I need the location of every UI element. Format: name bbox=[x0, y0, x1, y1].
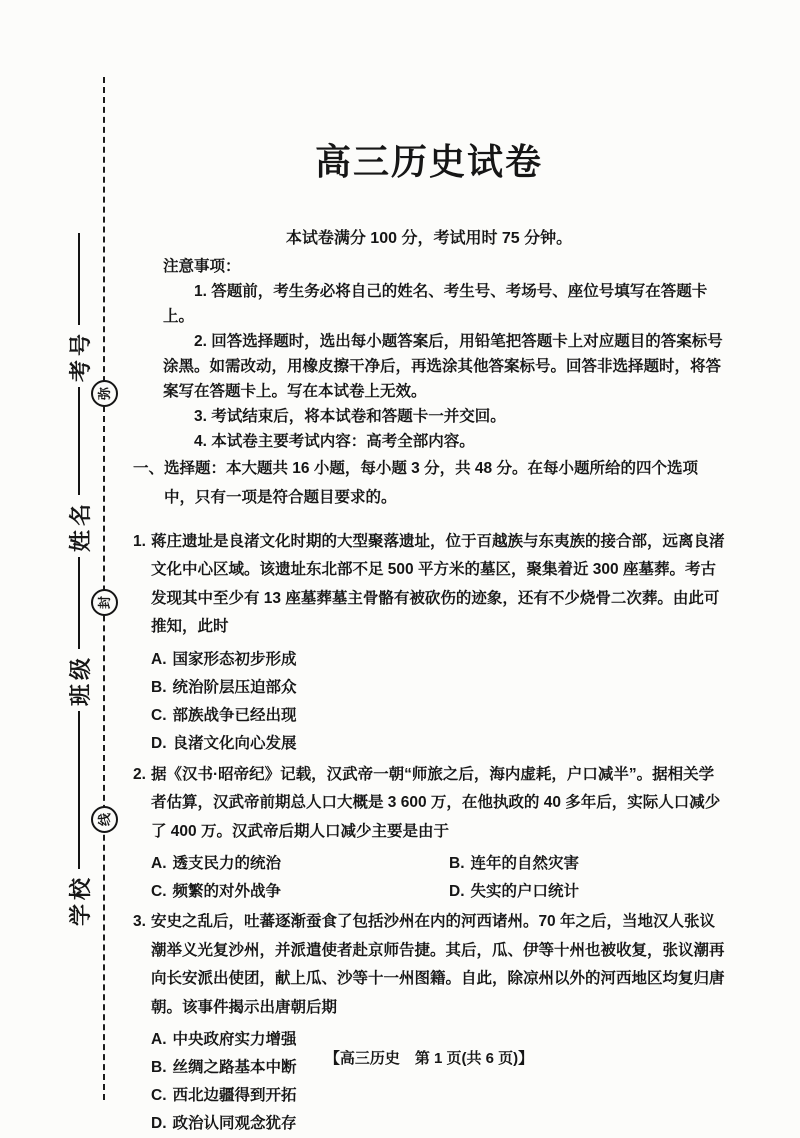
exam-page bbox=[133, 0, 725, 1138]
option-text: 政治认同观念犹存 bbox=[172, 1115, 297, 1132]
option-text: 西北边疆得到开拓 bbox=[172, 1087, 297, 1104]
field-label-school: 学校 bbox=[67, 873, 93, 926]
option-label: B. bbox=[151, 1059, 167, 1076]
option-text: 丝绸之路基本中断 bbox=[172, 1059, 297, 1076]
question-2-option-d bbox=[449, 878, 725, 906]
question-3-stem-text: 安史之乱后，吐蕃逐渐蚕食了包括沙州在内的河西诸州。70 年之后，当地汉人张议潮举义光复沙州，并派遣使者赴京师告捷。其后，瓜、伊等十州也被收复，张议潮再向长安派出使团，献上瓜、沙等十一州图籍。自此，除凉州以外的河西地区均复归唐朝。该事件揭示出唐朝后期 bbox=[150, 913, 725, 1016]
field-blank-class bbox=[78, 557, 80, 649]
question-2-option-a bbox=[151, 850, 449, 878]
option-label: C. bbox=[151, 706, 167, 724]
question-2-option-b bbox=[449, 850, 725, 878]
option-text: 频繁的对外战争 bbox=[172, 883, 282, 900]
option-label: C. bbox=[151, 883, 167, 900]
field-blank-school bbox=[78, 711, 80, 869]
question-1-stem-text: 蒋庄遗址是良渚文化时期的大型聚落遗址，位于百越族与东夷族的接合部，远离良渚文化中心区域。该遗址东北部不足 500 平方米的墓区，聚集着近 300 座墓葬。考古发现其中至少有 13 座墓葬墓主骨骼有被砍伤的迹象，还有不少烧骨二次葬。由此可推知，此时 bbox=[150, 532, 725, 635]
field-blank-examno bbox=[78, 233, 80, 325]
option-text: 良渚文化向心发展 bbox=[172, 734, 297, 752]
option-label: A. bbox=[151, 855, 167, 872]
option-label: D. bbox=[151, 1115, 167, 1132]
seal-char-xian-text: 线 bbox=[96, 812, 112, 827]
question-1-number: 1. bbox=[133, 532, 146, 550]
seal-char-mi-text: 弥 bbox=[96, 386, 112, 401]
seal-char-feng-text: 封 bbox=[96, 595, 112, 610]
question-1-options bbox=[151, 646, 725, 758]
option-text: 部族战争已经出现 bbox=[172, 706, 297, 724]
question-2-options bbox=[151, 850, 725, 906]
notice-item-4: 4. 本试卷主要考试内容：高考全部内容。 bbox=[194, 433, 475, 450]
seal-char-xian bbox=[91, 806, 118, 833]
option-label: C. bbox=[151, 1087, 167, 1104]
option-label: A. bbox=[151, 1031, 167, 1048]
seal-char-mi bbox=[91, 380, 118, 407]
question-3-option-d bbox=[151, 1110, 725, 1138]
seal-char-feng bbox=[91, 589, 118, 616]
question-2 bbox=[133, 761, 725, 907]
question-1-option-b bbox=[151, 674, 725, 702]
question-3 bbox=[133, 908, 725, 1138]
notice-block bbox=[163, 254, 725, 454]
section-1-heading: 一、选择题：本大题共 16 小题，每小题 3 分，共 48 分。在每小题所给的四个选项中，只有一项是符合题目要求的。 bbox=[133, 460, 698, 506]
option-text: 中央政府实力增强 bbox=[172, 1031, 297, 1048]
option-text: 统治阶层压迫部众 bbox=[172, 678, 297, 696]
question-1 bbox=[133, 528, 725, 758]
question-3-stem bbox=[133, 908, 725, 1022]
field-blank-name bbox=[78, 387, 80, 495]
exam-info: 本试卷满分 100 分，考试用时 75 分钟。 bbox=[285, 230, 573, 247]
field-label-examno: 考号 bbox=[67, 329, 93, 382]
option-text: 连年的自然灾害 bbox=[470, 855, 580, 872]
option-text: 透支民力的统治 bbox=[172, 855, 282, 872]
page-footer: 【高三历史 第 1 页(共 6 页)】 bbox=[324, 1050, 534, 1067]
field-label-class: 班级 bbox=[67, 653, 93, 706]
question-3-options bbox=[151, 1026, 725, 1138]
option-text: 失实的户口统计 bbox=[470, 883, 580, 900]
field-label-name: 姓名 bbox=[67, 499, 93, 552]
question-3-number: 3. bbox=[133, 913, 146, 930]
question-2-stem bbox=[133, 761, 725, 847]
option-label: A. bbox=[151, 650, 167, 668]
question-1-option-d bbox=[151, 730, 725, 758]
option-label: D. bbox=[151, 734, 167, 752]
notice-item-2: 2. 回答选择题时，选出每小题答案后，用铅笔把答题卡上对应题目的答案标号涂黑。如需改动，用橡皮擦干净后，再选涂其他答案标号。回答非选择题时，将答案写在答题卡上。写在本试卷上无效。 bbox=[163, 333, 723, 400]
question-2-stem-text: 据《汉书·昭帝纪》记载，汉武帝一朝“师旅之后，海内虚耗，户口减半”。据相关学者估算，汉武帝前期总人口大概是 3 600 万，在他执政的 40 多年后，实际人口减少了 400 万。汉武帝后期人口减少主要是由于 bbox=[150, 765, 721, 840]
option-label: D. bbox=[449, 883, 465, 900]
question-1-stem bbox=[133, 528, 725, 642]
question-1-option-c bbox=[151, 702, 725, 730]
exam-title: 高三历史试卷 bbox=[314, 141, 543, 182]
question-1-option-a bbox=[151, 646, 725, 674]
question-2-number: 2. bbox=[133, 765, 146, 783]
question-2-option-c bbox=[151, 878, 449, 906]
notice-item-1: 1. 答题前，考生务必将自己的姓名、考生号、考场号、座位号填写在答题卡上。 bbox=[163, 283, 708, 325]
notice-heading: 注意事项： bbox=[163, 258, 241, 275]
option-label: B. bbox=[151, 678, 167, 696]
notice-item-3: 3. 考试结束后，将本试卷和答题卡一并交回。 bbox=[194, 408, 506, 425]
option-text: 国家形态初步形成 bbox=[172, 650, 297, 668]
option-label: B. bbox=[449, 855, 465, 872]
question-3-option-c bbox=[151, 1082, 725, 1110]
